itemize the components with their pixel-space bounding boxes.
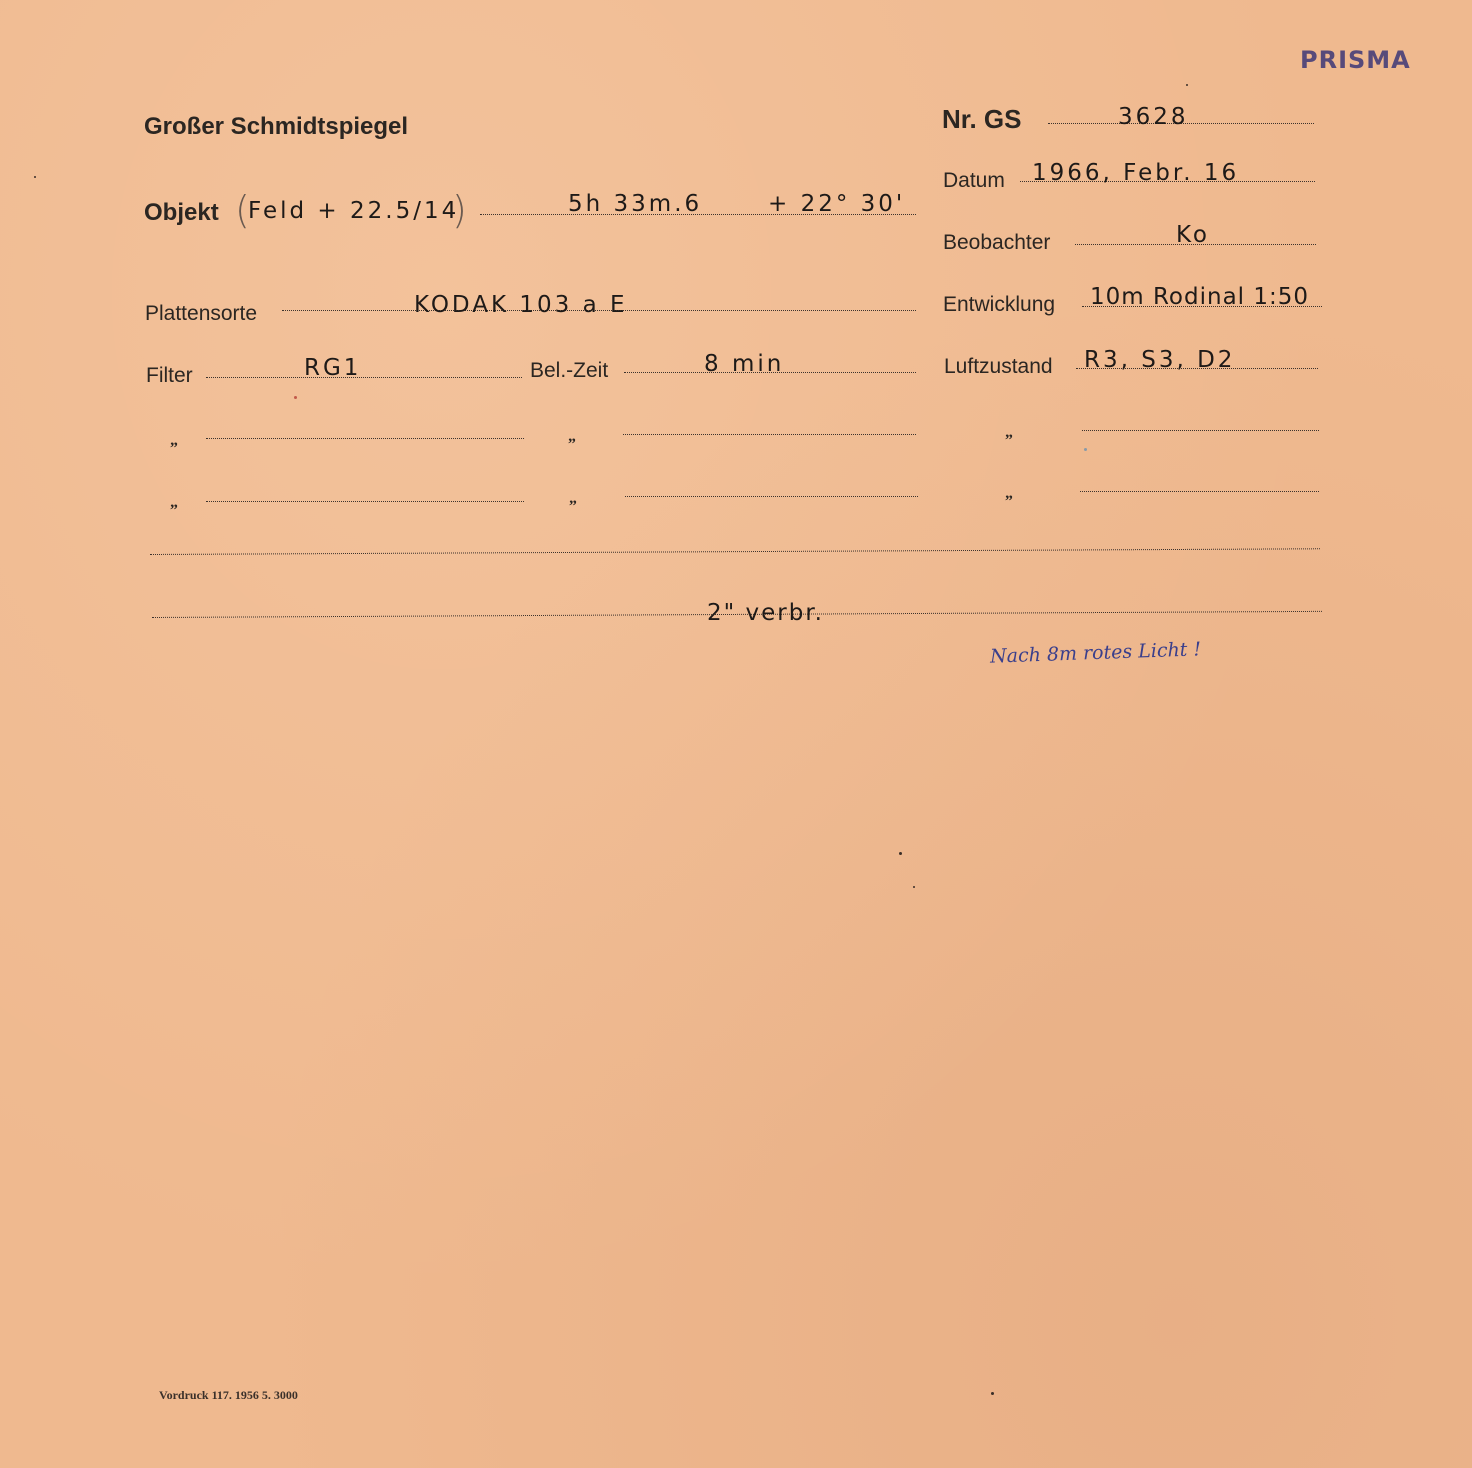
belichtungszeit-label: Bel.-Zeit: [530, 359, 609, 382]
paper-speck: [1084, 448, 1087, 451]
ditto-line: [206, 438, 524, 439]
ditto-mark: „: [568, 428, 576, 445]
card-title: Großer Schmidtspiegel: [144, 113, 409, 140]
ditto-line: [623, 434, 916, 435]
ditto-mark: „: [1005, 485, 1013, 502]
objekt-dec-value: + 22° 30': [768, 191, 906, 217]
beobachter-value: Ko: [1176, 222, 1211, 248]
plattensorte-label: Plattensorte: [145, 302, 258, 325]
number-label: Nr. GS: [942, 104, 1022, 134]
objekt-ra-value: 5h 33m.6: [568, 191, 703, 217]
objekt-open-paren: (: [235, 188, 250, 232]
remarks-line-1: [150, 548, 1320, 555]
ditto-mark: „: [170, 494, 178, 511]
datum-value: 1966, Febr. 16: [1032, 160, 1240, 186]
datum-label: Datum: [943, 169, 1005, 192]
paper-speck: [34, 176, 36, 178]
plattensorte-value: KODAK 103 a E: [414, 292, 628, 318]
objekt-field-value: Feld + 22.5/14: [248, 198, 460, 224]
paper-speck: [991, 1392, 994, 1395]
luftzustand-value: R3, S3, D2: [1084, 347, 1236, 373]
number-value: 3628: [1118, 104, 1189, 130]
ditto-line: [1080, 491, 1319, 492]
ditto-mark: „: [170, 432, 178, 449]
prisma-stamp: PRISMA: [1300, 46, 1411, 74]
remarks-line-2-text: 2" verbr.: [707, 600, 824, 626]
objekt-label: Objekt: [144, 199, 219, 226]
ditto-line: [625, 496, 918, 497]
ditto-line: [1082, 430, 1319, 431]
ditto-mark: „: [1005, 424, 1013, 441]
beobachter-label: Beobachter: [943, 231, 1051, 254]
paper-speck: [899, 852, 902, 855]
form-footer: Vordruck 117. 1956 5. 3000: [159, 1388, 298, 1402]
entwicklung-label: Entwicklung: [943, 293, 1056, 316]
ditto-mark: „: [569, 490, 577, 507]
belichtungszeit-value: 8 min: [704, 351, 785, 377]
objekt-close-paren: ): [452, 188, 467, 232]
filter-value: RG1: [304, 355, 362, 381]
entwicklung-value: 10m Rodinal 1:50: [1090, 284, 1310, 310]
filter-line: [206, 377, 522, 378]
paper-speck: [1186, 84, 1188, 86]
ditto-line: [206, 501, 524, 502]
paper-speck: [913, 886, 915, 888]
blue-handwritten-note: Nach 8m rotes Licht !: [989, 638, 1202, 668]
filter-label: Filter: [146, 364, 193, 387]
luftzustand-label: Luftzustand: [944, 355, 1053, 378]
paper-speck: [294, 396, 297, 399]
